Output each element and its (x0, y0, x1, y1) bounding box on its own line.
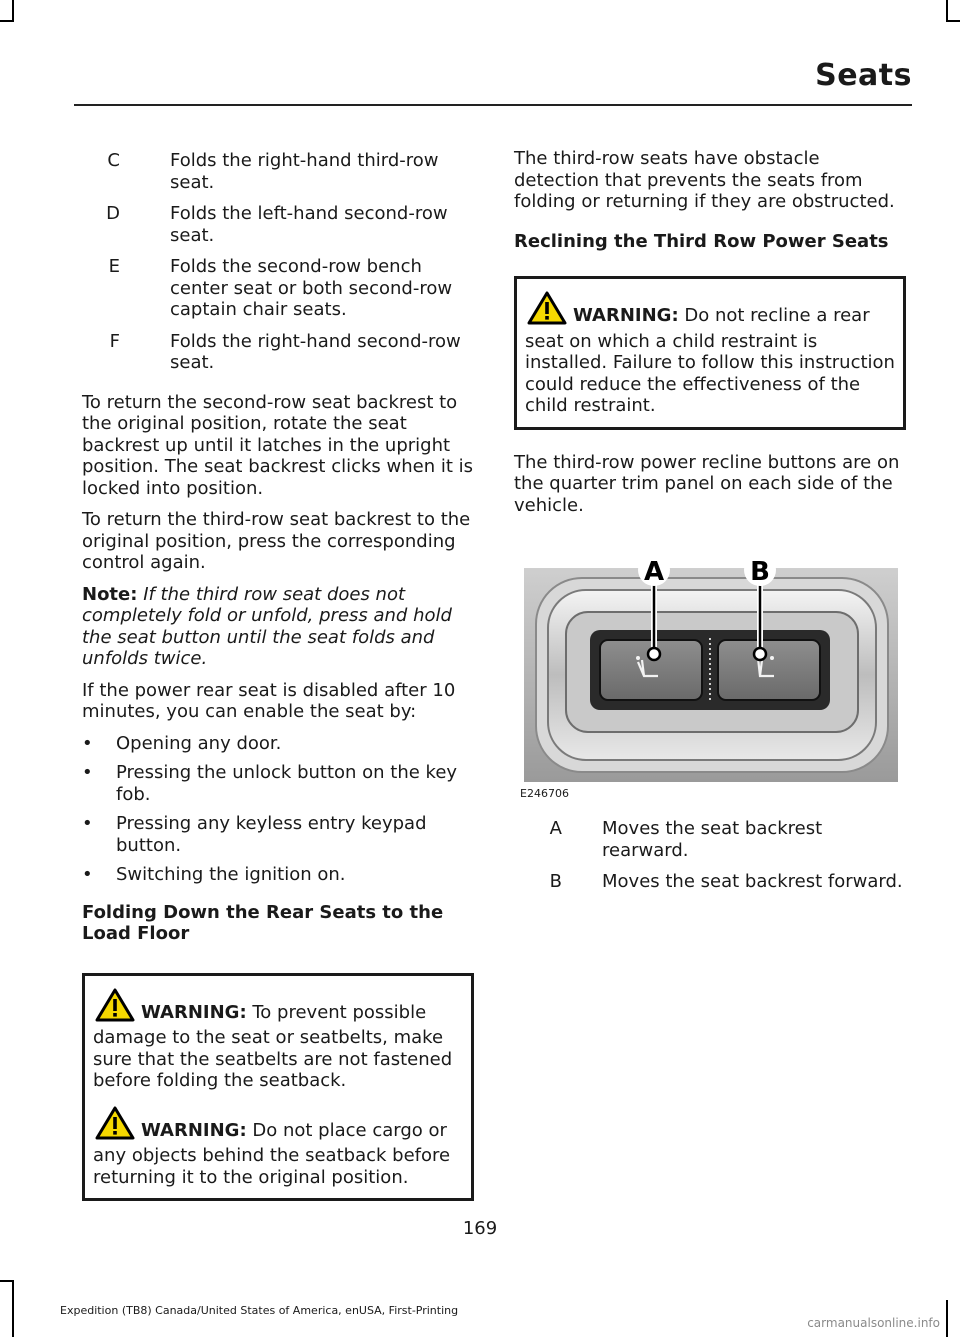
figure-id: E246706 (520, 787, 569, 800)
crop-mark (0, 1280, 14, 1282)
crop-mark (0, 20, 14, 22)
list-item (82, 864, 474, 886)
crop-mark (946, 1300, 948, 1337)
callout-label-b: B (750, 557, 770, 587)
paragraph: To return the third-row seat backrest to the original position, press the corresponding control again. (82, 509, 471, 573)
list-item (82, 762, 474, 805)
warning-text: Do not place cargo or any objects behind the seatback before returning it to the original position. (93, 1119, 451, 1188)
definition-item (82, 331, 474, 374)
recline-buttons-illustration (518, 554, 902, 800)
definition-key: F (109, 330, 120, 352)
list-item (82, 813, 474, 856)
header-divider (74, 104, 912, 106)
callout-label-a: A (643, 557, 665, 587)
definition-text: Folds the left-hand second-row seat. (170, 203, 448, 246)
note (82, 584, 474, 670)
warning-triangle-icon (527, 291, 567, 331)
note-label: Note: (82, 583, 138, 605)
bullet-icon: • (82, 732, 93, 754)
footer-text: Expedition (TB8) Canada/United States of America, enUSA, First-Printing (60, 1304, 459, 1317)
definition-key: D (106, 203, 120, 224)
warning-triangle-icon (95, 988, 135, 1028)
paragraph: The third-row power recline buttons are on the quarter trim panel on each side of the vehicle. (514, 451, 900, 516)
warning (525, 291, 895, 417)
page-number: 169 (462, 1218, 498, 1239)
definition-key: E (108, 256, 120, 277)
section-heading: Reclining the Third Row Power Seats (514, 230, 889, 252)
warning-text: To prevent possible damage to the seat or seatbelts, make sure that the seatbelts are not fastened before folding the seatback. (93, 1001, 453, 1091)
warning-label: WARNING: (573, 305, 679, 326)
definition-key: A (549, 818, 562, 839)
watermark-link[interactable]: carmanualsonline.info (807, 1316, 940, 1330)
definition-item (82, 256, 474, 321)
crop-mark (12, 0, 14, 20)
definition-text: Moves the seat backrest rearward. (602, 818, 823, 861)
warning-label: WARNING: (141, 1119, 247, 1141)
crop-mark (946, 20, 960, 22)
warning-triangle-icon (95, 1106, 135, 1146)
left-column (82, 150, 474, 1215)
warning-box (514, 276, 906, 430)
definition-text: Folds the right-hand third-row seat. (170, 150, 439, 193)
paragraph: If the power rear seat is disabled after 10 minutes, you can enable the seat by: (82, 679, 456, 722)
warning-text: Do not recline a rear seat on which a child restraint is installed. Failure to follow this instruction could reduce the effectiveness of the child restraint. (525, 305, 895, 416)
warning-label: WARNING: (141, 1001, 247, 1023)
list-item-text: Pressing the unlock button on the key fob. (116, 762, 458, 805)
definition-item (82, 150, 474, 193)
warning (93, 988, 463, 1092)
definition-text: Moves the seat backrest forward. (602, 871, 903, 892)
bullet-icon: • (82, 864, 93, 885)
warning-box (82, 973, 474, 1202)
definition-text: Folds the second-row bench center seat or both second-row captain chair seats. (170, 256, 453, 320)
paragraph: To return the second-row seat backrest to the original position, rotate the seat backrest up until it latches in the upright position. The seat backrest clicks when it is locked into position. (82, 391, 474, 499)
note-text: If the third row seat does not completely fold or unfold, press and hold the seat button until the seat folds and unfolds twice. (82, 583, 452, 669)
section-heading: Folding Down the Rear Seats to the Load Floor (82, 901, 444, 944)
list-item-text: Switching the ignition on. (116, 864, 346, 885)
crop-mark (12, 1280, 14, 1337)
definition-text: Folds the right-hand second-row seat. (170, 330, 461, 373)
paragraph: The third-row seats have obstacle detection that prevents the seats from folding or returning if they are obstructed. (514, 148, 895, 212)
crop-mark (946, 0, 948, 20)
list-item (82, 733, 474, 755)
bullet-icon: • (82, 762, 93, 783)
definition-item (82, 203, 474, 246)
list-item-text: Opening any door. (116, 732, 282, 754)
list-item-text: Pressing any keyless entry keypad button. (116, 813, 427, 856)
bullet-list (82, 733, 474, 886)
definition-key: C (107, 150, 120, 171)
definition-item (514, 818, 906, 861)
right-column (514, 148, 906, 903)
warning (93, 1106, 463, 1189)
page-title: Seats (815, 58, 912, 93)
bullet-icon: • (82, 813, 93, 834)
definition-item (514, 871, 906, 893)
definition-key: B (549, 871, 562, 892)
recline-buttons-figure (518, 554, 902, 800)
